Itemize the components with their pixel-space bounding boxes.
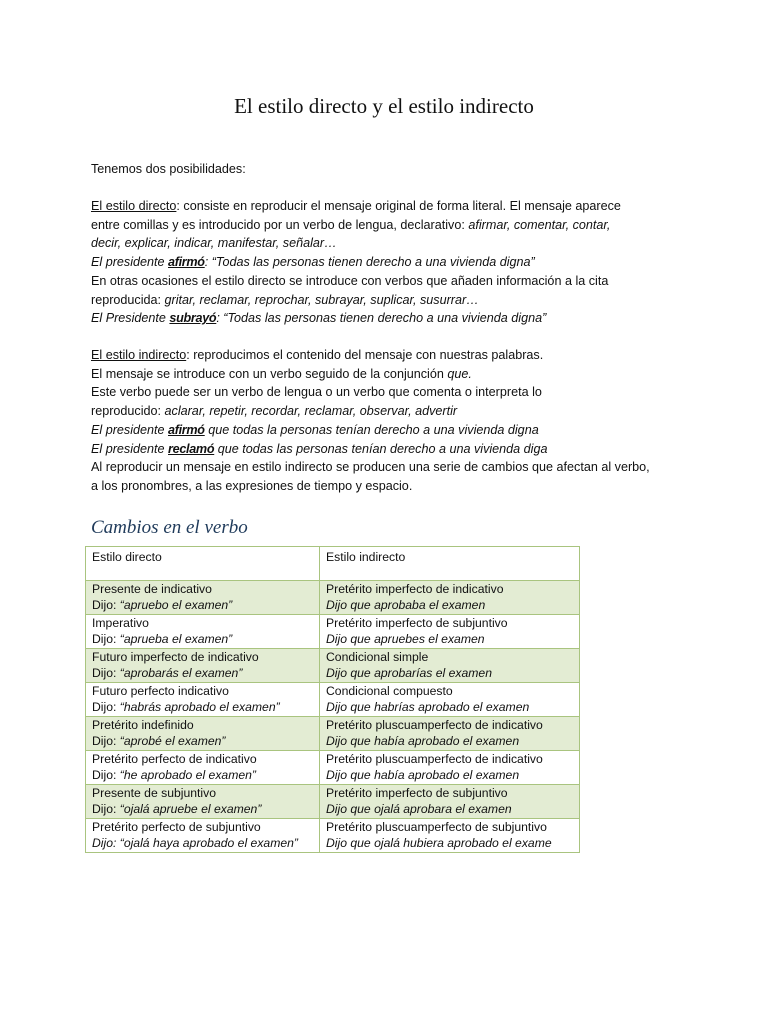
directo-line-2-text: entre comillas y es introducido por un verbo de lengua, declarativo: — [91, 217, 469, 232]
indirecto-line-3: Este verbo puede ser un verbo de lengua o un verbo que comenta o interpreta lo — [91, 385, 542, 400]
indirecto-example-1-subject: El presidente — [91, 422, 169, 437]
tense-label: Condicional simple — [326, 650, 429, 664]
directo-term: El estilo directo — [91, 199, 177, 213]
indirecto-line-8: a los pronombres, a las expresiones de tiempo y espacio. — [91, 478, 413, 493]
indirecto-verbs: aclarar, repetir, recordar, reclamar, observar, advertir — [164, 404, 458, 419]
directo-line-5: En otras ocasiones el estilo directo se introduce con verbos que añaden información a la cita — [91, 273, 609, 288]
indirecto-example-1-verb: afirmó — [168, 422, 205, 437]
tense-label: Pretérito perfecto de indicativo — [92, 752, 257, 766]
cell-estilo-indirecto — [320, 649, 580, 683]
directo-line-6-text: reproducida: — [91, 292, 165, 307]
directo-example-2-quote: : “Todas las personas tienen derecho a una vivienda digna” — [216, 311, 547, 326]
cell-estilo-indirecto — [320, 819, 580, 853]
cell-estilo-directo — [86, 717, 320, 751]
tense-label: Pretérito imperfecto de subjuntivo — [326, 616, 508, 630]
intro-paragraph — [91, 160, 691, 179]
directo-verbs-2: decir, explicar, indicar, manifestar, señalar… — [91, 236, 337, 251]
indirecto-term: El estilo indirecto — [91, 348, 187, 362]
table-row — [86, 649, 580, 683]
dijo-label: Dijo: — [92, 597, 120, 612]
table-row — [86, 581, 580, 615]
indirecto-example-2-verb: reclamó — [168, 441, 215, 456]
example-indirecto-text: Dijo que había aprobado el examen — [326, 767, 520, 782]
dijo-label: Dijo: — [92, 665, 120, 680]
tense-label: Pretérito pluscuamperfecto de subjuntivo — [326, 820, 547, 834]
directo-line-6 — [91, 291, 691, 310]
example-directo-text: Dijo: “ojalá haya aprobado el examen” — [92, 835, 298, 850]
table-header-row — [86, 547, 580, 581]
example-indirecto-text: Dijo que aprobarías el examen — [326, 665, 492, 680]
example-directo — [92, 632, 313, 648]
table-row — [86, 785, 580, 819]
page-title: El estilo directo y el estilo indirecto — [234, 94, 534, 118]
cell-estilo-directo — [86, 581, 320, 615]
example-directo — [92, 666, 313, 682]
example-directo — [92, 802, 313, 818]
indirecto-example-1 — [91, 421, 691, 440]
indirecto-example-2-clause: que todas las personas tenían derecho a una vivienda diga — [214, 441, 548, 456]
example-directo — [92, 700, 313, 716]
tense-label: Pretérito imperfecto de subjuntivo — [326, 786, 508, 800]
verb-changes-table — [85, 546, 580, 853]
example-directo-text: “habrás aprobado el examen” — [119, 699, 280, 714]
cell-estilo-indirecto — [320, 615, 580, 649]
dijo-label: Dijo: — [92, 801, 120, 816]
cell-estilo-indirecto — [320, 717, 580, 751]
cell-estilo-directo — [86, 649, 320, 683]
cell-estilo-directo — [86, 819, 320, 853]
cell-estilo-directo — [86, 683, 320, 717]
tense-label: Presente de indicativo — [92, 582, 212, 596]
indirecto-line-2-text: El mensaje se introduce con un verbo seguido de la conjunción — [91, 366, 448, 381]
directo-line-2 — [91, 216, 691, 235]
tense-label: Presente de subjuntivo — [92, 786, 216, 800]
tense-label: Condicional compuesto — [326, 684, 453, 698]
cell-estilo-directo — [86, 785, 320, 819]
table-row — [86, 751, 580, 785]
table-row — [86, 717, 580, 751]
directo-example-1-verb: afirmó — [168, 255, 205, 270]
table-row — [86, 819, 580, 853]
cell-estilo-directo — [86, 615, 320, 649]
example-directo — [92, 598, 313, 614]
indirecto-line-4-text: reproducido: — [91, 404, 165, 419]
cell-estilo-indirecto — [320, 785, 580, 819]
example-directo-text: “he aprobado el examen” — [119, 767, 256, 782]
tense-label: Futuro perfecto indicativo — [92, 684, 229, 698]
example-indirecto-text: Dijo que apruebes el examen — [326, 631, 485, 646]
example-indirecto-text: Dijo que ojalá aprobara el examen — [326, 801, 512, 816]
indirecto-example-1-clause: que todas la personas tenían derecho a una vivienda digna — [204, 422, 539, 437]
tense-label: Futuro imperfecto de indicativo — [92, 650, 259, 664]
directo-example-1 — [91, 253, 691, 272]
directo-line-1-text: : consiste en reproducir el mensaje original de forma literal. El mensaje aparece — [176, 199, 621, 213]
example-directo-text: “aprobarás el examen” — [119, 665, 243, 680]
example-indirecto-text: Dijo que aprobaba el examen — [326, 597, 486, 612]
indirecto-example-2 — [91, 440, 691, 459]
example-directo — [92, 836, 313, 852]
directo-verbs-1: afirmar, comentar, contar, — [468, 217, 611, 232]
indirecto-line-7: Al reproducir un mensaje en estilo indirecto se producen una serie de cambios que afectan al verbo, — [91, 460, 650, 475]
dijo-label: Dijo: — [92, 631, 120, 646]
example-directo-text: “ojalá apruebe el examen” — [119, 801, 262, 816]
header-estilo-indirecto: Estilo indirecto — [320, 547, 580, 581]
indirecto-line-1 — [91, 346, 691, 365]
directo-verbs-3: gritar, reclamar, reprochar, subrayar, suplicar, susurrar… — [164, 292, 479, 307]
cell-estilo-directo — [86, 751, 320, 785]
cell-estilo-indirecto — [320, 581, 580, 615]
header-estilo-directo: Estilo directo — [86, 547, 320, 581]
directo-example-2-verb: subrayó — [169, 311, 217, 326]
dijo-label: Dijo: — [92, 699, 120, 714]
intro-text: Tenemos dos posibilidades: — [91, 162, 246, 176]
estilo-indirecto-section — [91, 346, 691, 496]
cell-estilo-indirecto — [320, 683, 580, 717]
tense-label: Pretérito indefinido — [92, 718, 194, 732]
tense-label: Pretérito perfecto de subjuntivo — [92, 820, 261, 834]
indirecto-line-1-text: : reproducimos el contenido del mensaje con nuestras palabras. — [186, 348, 544, 362]
example-indirecto-text: Dijo que ojalá hubiera aprobado el exame — [326, 835, 552, 850]
section-title-cambios: Cambios en el verbo — [91, 517, 248, 538]
directo-line-1 — [91, 197, 691, 216]
indirecto-line-4 — [91, 402, 691, 421]
tense-label: Pretérito pluscuamperfecto de indicativo — [326, 752, 543, 766]
directo-example-2-subject: El Presidente — [91, 311, 170, 326]
example-indirecto-text: Dijo que habrías aprobado el examen — [326, 699, 530, 714]
example-directo — [92, 768, 313, 784]
cell-estilo-indirecto — [320, 751, 580, 785]
table-row — [86, 615, 580, 649]
tense-label: Pretérito pluscuamperfecto de indicativo — [326, 718, 543, 732]
tense-label: Pretérito imperfecto de indicativo — [326, 582, 504, 596]
example-directo — [92, 734, 313, 750]
table-row — [86, 683, 580, 717]
indirecto-conjunction: que. — [447, 366, 472, 381]
directo-example-1-quote: : “Todas las personas tienen derecho a una vivienda digna” — [204, 255, 535, 270]
estilo-directo-section — [91, 197, 691, 328]
indirecto-example-2-subject: El presidente — [91, 441, 169, 456]
example-directo-text: “apruebo el examen” — [119, 597, 233, 612]
directo-example-1-subject: El presidente — [91, 255, 169, 270]
example-directo-text: “aprobé el examen” — [119, 733, 226, 748]
dijo-label: Dijo: — [92, 733, 120, 748]
directo-example-2 — [91, 309, 691, 328]
example-directo-text: “aprueba el examen” — [119, 631, 233, 646]
indirecto-line-2 — [91, 365, 691, 384]
dijo-label: Dijo: — [92, 767, 120, 782]
tense-label: Imperativo — [92, 616, 149, 630]
example-indirecto-text: Dijo que había aprobado el examen — [326, 733, 520, 748]
